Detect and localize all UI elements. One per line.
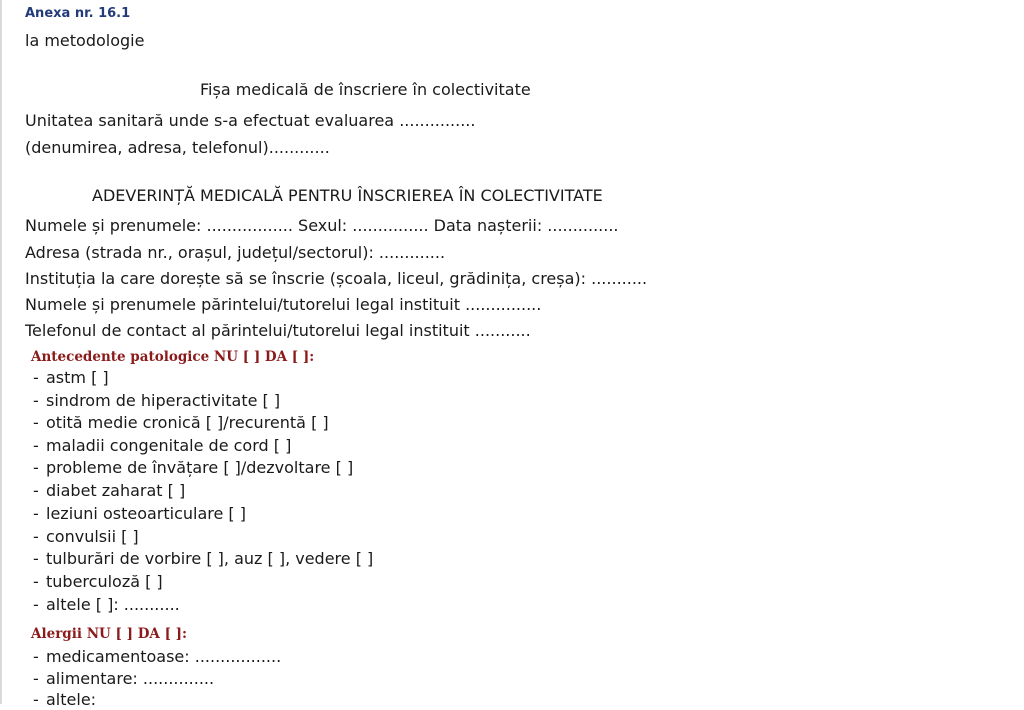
annex-subtitle: la metodologie: [25, 31, 145, 50]
list-dash: -: [33, 504, 39, 523]
antecedent-item: [33, 572, 163, 592]
unit-line-1: Unitatea sanitară unde s-a efectuat evaluarea ...............: [25, 111, 476, 130]
antecedent-label: probleme de învățare [ ]/dezvoltare [ ]: [46, 458, 354, 477]
list-dash: -: [33, 413, 39, 432]
field-parent-phone: Telefonul de contact al părintelui/tutorelui legal instituit ...........: [25, 321, 531, 340]
antecedent-label: convulsii [ ]: [46, 527, 139, 546]
antecedent-label: otită medie cronică [ ]/recurentă [ ]: [46, 413, 329, 432]
annex-number: Anexa nr. 16.1: [25, 6, 131, 21]
allergy-item: [33, 647, 281, 667]
antecedent-label: astm [ ]: [46, 368, 109, 387]
list-dash: -: [33, 669, 39, 688]
antecedent-item: [33, 595, 180, 615]
list-dash: -: [33, 391, 39, 410]
list-dash: -: [33, 527, 39, 546]
antecedent-label: diabet zaharat [ ]: [46, 481, 186, 500]
antecedent-item: [33, 458, 353, 478]
antecedent-item: [33, 481, 185, 501]
allergy-label: alimentare: ..............: [46, 669, 215, 688]
antecedent-label: tulburări de vorbire [ ], auz [ ], vedere [ ]: [46, 549, 374, 568]
antecedents-heading: Antecedente patologice NU [ ] DA [ ]:: [31, 349, 315, 365]
list-dash: -: [33, 458, 39, 477]
field-address: Adresa (strada nr., orașul, județul/sectorul): .............: [25, 243, 446, 262]
antecedent-label: maladii congenitale de cord [ ]: [46, 436, 292, 455]
antecedent-item: [33, 368, 109, 388]
list-dash: -: [33, 481, 39, 500]
antecedent-label: altele [ ]: ...........: [46, 595, 180, 614]
field-parent-name: Numele și prenumele părintelui/tutorelui legal instituit ...............: [25, 295, 542, 314]
antecedent-item: [33, 549, 373, 569]
field-name-sex-birth: Numele și prenumele: ................. Sexul: ............... Data nașterii: ..............: [25, 216, 619, 235]
antecedent-label: leziuni osteoarticulare [ ]: [46, 504, 246, 523]
antecedent-label: sindrom de hiperactivitate [ ]: [46, 391, 281, 410]
antecedent-item: [33, 527, 139, 547]
allergies-heading: Alergii NU [ ] DA [ ]:: [31, 626, 188, 642]
form-title: Fișa medicală de înscriere în colectivitate: [200, 80, 531, 99]
antecedent-item: [33, 391, 280, 411]
allergy-item: [33, 690, 96, 710]
page-left-border: [0, 0, 2, 704]
field-institution: Instituția la care dorește să se înscrie (școala, liceul, grădinița, creșa): ...........: [25, 269, 648, 288]
list-dash: -: [33, 647, 39, 666]
unit-line-2: (denumirea, adresa, telefonul)............: [25, 138, 330, 157]
list-dash: -: [33, 368, 39, 387]
antecedent-label: tuberculoză [ ]: [46, 572, 163, 591]
allergy-item: [33, 669, 214, 689]
list-dash: -: [33, 595, 39, 614]
antecedent-item: [33, 436, 291, 456]
allergy-label: altele:: [46, 690, 97, 709]
allergy-label: medicamentoase: .................: [46, 647, 282, 666]
list-dash: -: [33, 572, 39, 591]
antecedent-item: [33, 413, 329, 433]
list-dash: -: [33, 549, 39, 568]
list-dash: -: [33, 690, 39, 709]
certificate-title: ADEVERINȚĂ MEDICALĂ PENTRU ÎNSCRIEREA ÎN COLECTIVITATE: [92, 186, 603, 205]
antecedent-item: [33, 504, 246, 524]
list-dash: -: [33, 436, 39, 455]
